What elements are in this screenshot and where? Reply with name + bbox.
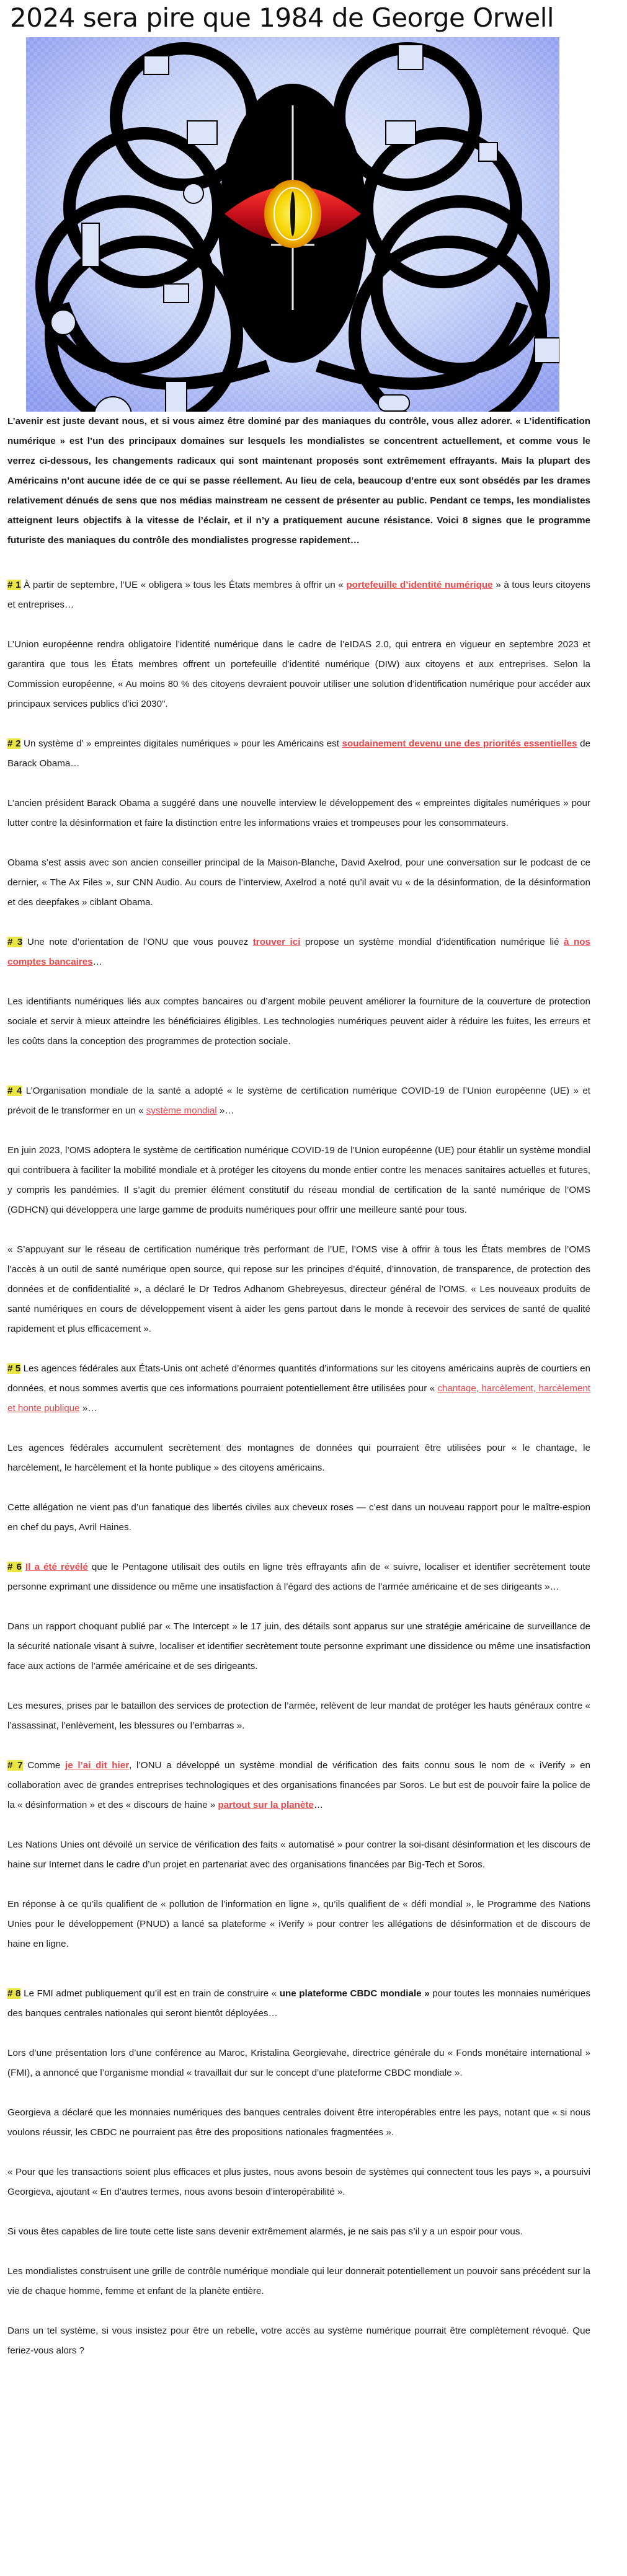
link-portefeuille-identite[interactable]: portefeuille d’identité numérique (346, 580, 493, 590)
number-badge: # 3 (7, 937, 23, 947)
section-1-lead: # 1 À partir de septembre, l’UE « obligera » tous les États membres à offrir un « portefeuille d’identité numérique » à tous leurs citoyens et entreprises… (7, 580, 590, 610)
telephone-icon (398, 45, 423, 69)
section-3-lead: # 3 Une note d’orientation de l’ONU que vous pouvez trouver ici propose un système mondial d’identification numérique lié à nos comptes bancaires… (7, 937, 590, 967)
paragraph: Dans un rapport choquant publié par « The Intercept » le 17 juin, des détails sont apparus sur une stratégie américaine de surveillance de la sécurité nationale visant à suivre, localiser et identifier secrètement toute personne exprimant une dissidence ou même une insatisfaction face aux actions de l’armée américaine et de ses dirigeants. (7, 1621, 590, 1671)
link-je-lai-dit-hier[interactable]: je l’ai dit hier (65, 1760, 130, 1771)
article-body (7, 412, 590, 2381)
link-il-a-ete-revele[interactable]: Il a été révélé (25, 1562, 88, 1572)
paragraph: Georgieva a déclaré que les monnaies numériques des banques centrales doivent être interopérables entre les pays, notant que « si nous voulons réussir, les CBDC ne pourraient pas être des propositions nationales fragmentées ». (7, 2107, 590, 2138)
paragraph: Si vous êtes capables de lire toute cette liste sans devenir extrêmement alarmés, je ne sais pas s’il y a un espoir pour vous. (7, 2226, 523, 2237)
number-badge: # 8 (7, 1988, 21, 1999)
section-8-lead: # 8 Le FMI admet publiquement qu’il est en train de construire « une plateforme CBDC mondiale » pour toutes les monnaies numériques des banques centrales nationales qui seront bientôt déployées… (7, 1988, 590, 2019)
link-comptes-bancaires[interactable]: à nos comptes bancaires (7, 937, 590, 967)
link-trouver-ici[interactable]: trouver ici (252, 937, 301, 947)
monitor-icon (187, 121, 217, 144)
link-priorites-essentielles[interactable]: soudainement devenu une des priorités essentielles (342, 738, 577, 749)
number-badge: # 1 (7, 580, 21, 590)
link-partout-sur-la-planete[interactable]: partout sur la planète (218, 1800, 314, 1810)
gamepad-icon (378, 395, 409, 411)
bold-cbdc-platform: une plateforme CBDC mondiale » (279, 1988, 430, 1999)
paragraph: Les identifiants numériques liés aux comptes bancaires ou d’argent mobile peuvent améliorer la fourniture de la couverture de protection sociale et servir à mieux atteindre les bénéficiaires éligibles. Les technologies numériques peuvent aider à réduire les fuites, les erreurs et les coûts dans la conception des programmes de protection sociale. (7, 996, 590, 1047)
fridge-icon (82, 223, 99, 267)
paragraph: Les mesures, prises par le bataillon des services de protection de l’armée, relèvent de leur mandat de protéger les hauts généraux contre « l’assassinat, l’enlèvement, les blessures ou l’embarras ». (7, 1701, 590, 1731)
paragraph: En juin 2023, l’OMS adoptera le système de certification numérique COVID-19 de l’Union européenne (UE) pour établir un système mondial qui contribuera à faciliter la mobilité mondiale et à protéger les citoyens du monde entier contre les menaces sanitaires actuelles et futures, y compris les pandémies. Il s’agit du premier élément constitutif du réseau mondial de certification de la santé numérique de l’OMS (GDHCN) qui développera une large gamme de produits numériques pour offrir une meilleure santé pour tous. (7, 1145, 590, 1215)
paragraph: Cette allégation ne vient pas d’un fanatique des libertés civiles aux cheveux roses — c’est dans un nouveau rapport pour le maître-espion en chef du pays, Avril Haines. (7, 1502, 590, 1533)
paragraph: Les agences fédérales accumulent secrètement des montagnes de données qui pourraient être utilisées pour « le chantage, le harcèlement, le harcèlement et la honte publique » des citoyens américains. (7, 1443, 590, 1473)
section-2-lead: # 2 Un système d’ » empreintes digitales numériques » pour les Américains est soudainement devenu une des priorités essentielles de Barack Obama… (7, 738, 590, 769)
paragraph: Les mondialistes construisent une grille de contrôle numérique mondiale qui leur donnerait potentiellement un pouvoir sans précédent sur la vie de chaque homme, femme et enfant de la planète entière. (7, 2266, 590, 2296)
hero-image (26, 37, 559, 412)
webcam-icon (184, 184, 203, 203)
paragraph: Obama s’est assis avec son ancien conseiller principal de la Maison-Blanche, David Axelrod, pour une conversation sur le podcast de ce dernier, « The Ax Files », sur CNN Audio. Au cours de l’interview, Axelrod a noté qu’il avait vu « de la désinformation, de la désinformation et des deepfakes » ciblant Obama. (7, 857, 590, 908)
paragraph: L’ancien président Barack Obama a suggéré dans une nouvelle interview le développement des « empreintes digitales numériques » pour lutter contre la désinformation et faire la distinction entre les informations vraies et trompeuses pour les consommateurs. (7, 798, 590, 828)
section-4-lead: # 4 L’Organisation mondiale de la santé a adopté « le système de certification numérique COVID-19 de l’Union européenne (UE) » et prévoit de le transformer en un « système mondial »… (7, 1086, 590, 1116)
car-icon (164, 284, 189, 303)
paragraph: « Pour que les transactions soient plus efficaces et plus justes, nous avons besoin de systèmes qui connectent tous les pays », a poursuivi Georgieva, ajoutant « En d’autres termes, nous avons besoin d’interopérabilité ». (7, 2167, 590, 2197)
video-camera-icon (479, 143, 497, 161)
tv-icon (386, 121, 416, 144)
section-7-lead: # 7 Comme je l’ai dit hier, l’ONU a développé un système mondial de vérification des faits connu sous le nom de « iVerify » en collaboration avec de grandes entreprises technologiques et des organisations financées par Soros. Le but est de pouvoir faire la police de la « désinformation » et des « discours de haine » partout sur la planète… (7, 1760, 590, 1810)
tablet-icon (166, 381, 187, 412)
paragraph: En réponse à ce qu’ils qualifient de « pollution de l’information en ligne », qu’ils qualifient de « défi mondial », le Programme des Nations Unies pour le développement (PNUD) a lancé sa plateforme « iVerify » pour contrer les allégations de désinformation et de discours de haine en ligne. (7, 1899, 590, 1949)
section-6-lead: # 6 Il a été révélé que le Pentagone utilisait des outils en ligne très effrayants afin de « suivre, localiser et identifier secrètement toute personne exprimant une dissidence ou même une insatisfaction à l’égard des actions de l’armée américaine et de ses dirigeants »… (7, 1562, 590, 1592)
camera-icon (535, 338, 559, 363)
link-systeme-mondial[interactable]: système mondial (146, 1105, 217, 1116)
octopus-eye-illustration (26, 37, 559, 412)
section-5-lead: # 5 Les agences fédérales aux États-Unis ont acheté d’énormes quantités d’informations sur les citoyens américains auprès de courtiers en données, et nous sommes avertis que ces informations pourraient potentiellement être utilisées pour « chantage, harcèlement, harcèlement et honte publique »… (7, 1363, 590, 1414)
paragraph: L’Union européenne rendra obligatoire l’identité numérique dans le cadre de l’eIDAS 2.0, qui entrera en vigueur en septembre 2023 et garantira que tous les États membres offrent un portefeuille d’identité numérique (DIW) aux citoyens et aux entreprises. Selon la Commission européenne, « Au moins 80 % des citoyens devraient pouvoir utiliser une solution d’identification numérique pour accéder aux principaux services publics d’ici 2030". (7, 639, 590, 709)
intro-paragraph: L’avenir est juste devant nous, et si vous aimez être dominé par des maniaques du contrôle, vous allez adorer. « L’identification numérique » est l’un des principaux domaines sur lesquels les mondialistes se concentrent actuellement, et comme vous le verrez ci-dessous, les changements radicaux qui sont maintenant proposés sont extrêmement effrayants. Mais la plupart des Américains n’ont aucune idée de ce qui se passe réellement. Au lieu de cela, beaucoup d’entre eux sont obsédés par les drames relativement dénués de sens que nos médias mainstream ne cessent de présenter au public. Pendant ce temps, les mondialistes atteignent leurs objectifs à la vitesse de l’éclair, et il n’y a pratiquement aucune résistance. Voici 8 signes que le programme futuriste des maniaques du contrôle des mondialistes progresse rapidement… (7, 416, 590, 546)
paragraph: Lors d’une présentation lors d’une conférence au Maroc, Kristalina Georgievahe, directrice générale du « Fonds monétaire international » (FMI), a annoncé que l’organisme mondial « travaillait dur sur le concept d’une plateforme CBDC mondiale ». (7, 2048, 590, 2078)
laptop-icon (144, 56, 169, 74)
paragraph: « S’appuyant sur le réseau de certification numérique très performant de l’UE, l’OMS vise à offrir à tous les États membres de l’OMS l’accès à un outil de santé numérique open source, qui repose sur les principes d’équité, d’innovation, de transparence, de protection des données et de confidentialité », a déclaré le Dr Tedros Adhanom Ghebreyesus, directeur général de l’OMS. « Les nouveaux produits de santé numériques en cours de développement visent à aider les gens partout dans le monde à recevoir des services de santé de qualité rapidement et plus efficacement ». (7, 1244, 590, 1334)
paragraph: Les Nations Unies ont dévoilé un service de vérification des faits « automatisé » pour contrer la soi-disant désinformation et les discours de haine sur Internet dans le cadre d’un projet en partenariat avec des organisations financées par Big-Tech et Soros. (7, 1839, 590, 1870)
article-title: 2024 sera pire que 1984 de George Orwell (10, 2, 554, 33)
number-badge: # 7 (7, 1760, 23, 1771)
lightbulb-icon (51, 310, 76, 335)
closing-paragraph: Dans un tel système, si vous insistez pour être un rebelle, votre accès au système numérique pourrait être complètement révoqué. Que feriez-vous alors ? (7, 2326, 590, 2356)
number-badge: # 2 (7, 738, 21, 749)
number-badge: # 5 (7, 1363, 21, 1374)
link-chantage-harcelement[interactable]: chantage, harcèlement, harcèlement et honte publique (7, 1383, 590, 1414)
number-badge: # 4 (7, 1086, 22, 1096)
number-badge: # 6 (7, 1562, 22, 1572)
